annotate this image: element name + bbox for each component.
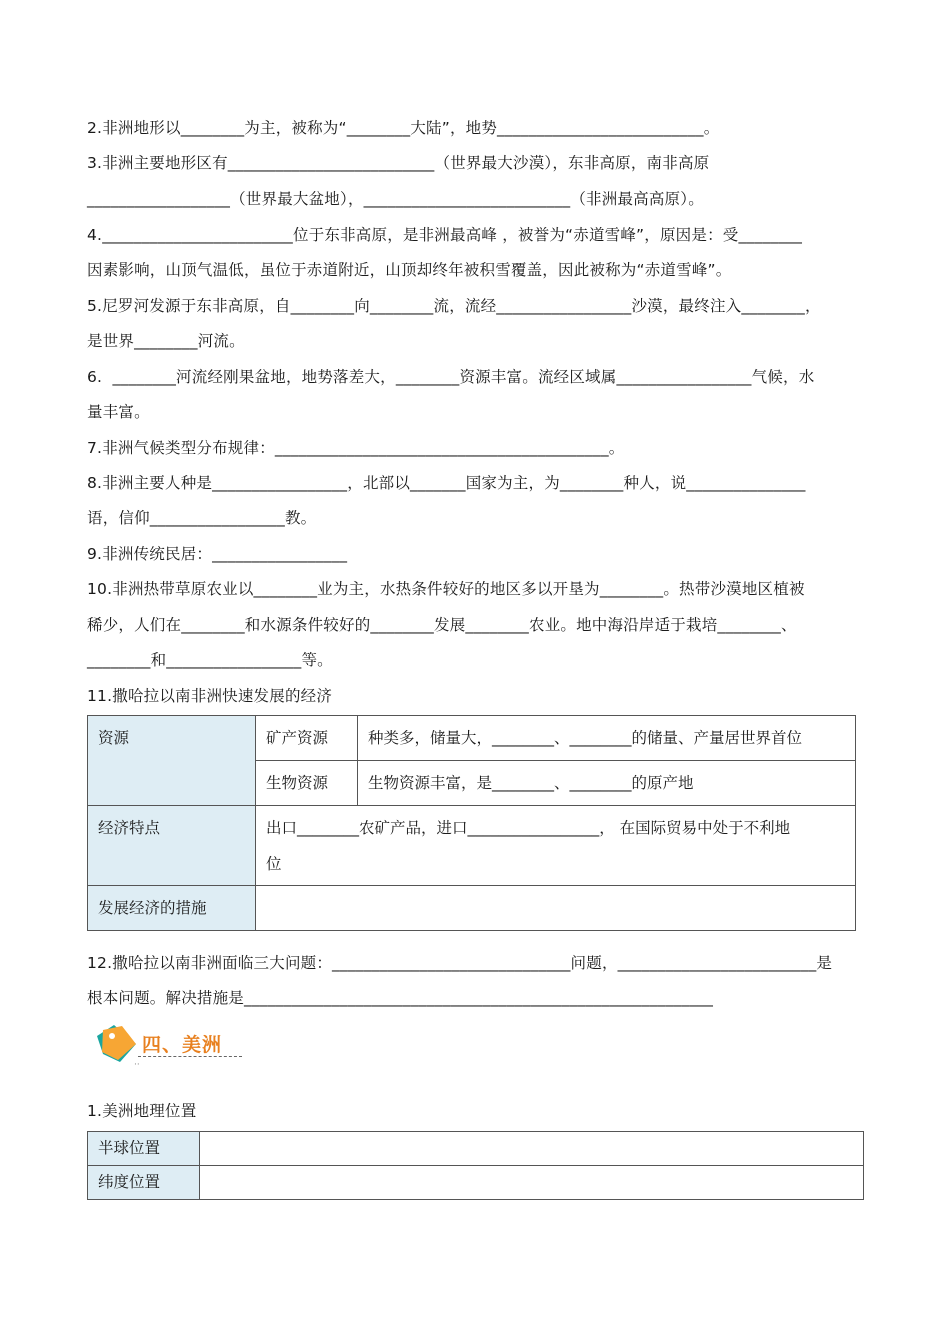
question-11-title: 11.撒哈拉以南非洲快速发展的经济 [87, 687, 333, 705]
table-row [88, 1166, 864, 1200]
question-8-line-1: 8.非洲主要人种是_________________，北部以_______国家为主，为________种人，说_______________ [87, 474, 806, 492]
america-location-table [87, 1131, 864, 1200]
question-9: 9.非洲传统民居：_________________ [87, 545, 348, 563]
africa-economy-table [87, 715, 856, 931]
hemisphere-label: 半球位置 [88, 1132, 200, 1166]
question-2: 2.非洲地形以________为主，被称为“________大陆”，地势__________________________。 [87, 119, 720, 137]
question-6-line-1: 6. ________河流经刚果盆地，地势落差大，________资源丰富。流经区域属_________________气候，水 [87, 368, 815, 386]
section-heading [94, 1020, 254, 1070]
latitude-label: 纬度位置 [88, 1166, 200, 1200]
question-3-line-1: 3.非洲主要地形区有__________________________（世界最大沙漠），东非高原，南非高原 [87, 154, 710, 172]
question-6-line-2: 量丰富。 [87, 403, 150, 421]
question-10-line-1: 10.非洲热带草原农业以________业为主，水热条件较好的地区多以开垦为________。热带沙漠地区植被 [87, 580, 805, 598]
question-8-line-2: 语，信仰_________________教。 [87, 509, 317, 527]
latitude-value[interactable] [200, 1166, 864, 1200]
question-4-line-2: 因素影响，山顶气温低，虽位于赤道附近，山顶却终年被积雪覆盖，因此被称为“赤道雪峰”。 [87, 261, 732, 279]
question-5-line-2: 是世界________河流。 [87, 332, 245, 350]
question-7: 7.非洲气候类型分布规律：__________________________________________。 [87, 439, 625, 457]
question-3-line-2: __________________（世界最大盆地），__________________________（非洲最高高原）。 [87, 190, 704, 208]
table-row [88, 716, 856, 761]
economy-label: 经济特点 [88, 806, 256, 886]
section-title: 四、美洲 [142, 1034, 223, 1056]
economy-text-line-1: 出口________农矿产品，进口_________________， 在国际贸易中处于不利地 [266, 819, 791, 837]
economy-text-line-2: 位 [266, 855, 282, 873]
resources-label: 资源 [88, 716, 256, 806]
table-row [88, 1132, 864, 1166]
section-underline [138, 1056, 242, 1057]
measures-label: 发展经济的措施 [88, 886, 256, 931]
bio-text: 生物资源丰富，是________、________的原产地 [358, 761, 856, 806]
bio-label: 生物资源 [256, 761, 358, 806]
table-row [88, 806, 856, 886]
economy-cell [256, 806, 856, 886]
mineral-label: 矿产资源 [256, 716, 358, 761]
question-5-line-1: 5.尼罗河发源于东非高原，自________向________流，流经_________________沙漠，最终注入________， [87, 297, 821, 315]
question-10-line-3: ________和_________________等。 [87, 651, 333, 669]
america-title: 1.美洲地理位置 [87, 1102, 197, 1120]
question-4-line-1: 4.________________________位于东非高原，是非洲最高峰 ，被誉为“赤道雪峰”，原因是：受________ [87, 226, 803, 244]
measures-cell[interactable] [256, 886, 856, 931]
mineral-text: 种类多，储量大，________、________的储量、产量居世界首位 [358, 716, 856, 761]
table-row [88, 886, 856, 931]
question-12-line-2: 根本问题。解决措施是___________________________________________________________ [87, 989, 714, 1007]
section-dots: ·· [134, 1060, 140, 1070]
question-12-line-1: 12.撒哈拉以南非洲面临三大问题：______________________________问题，_________________________是 [87, 954, 833, 972]
question-10-line-2: 稀少，人们在________和水源条件较好的________发展________农业。地中海沿岸适于栽培________、 [87, 616, 797, 634]
hemisphere-value[interactable] [200, 1132, 864, 1166]
